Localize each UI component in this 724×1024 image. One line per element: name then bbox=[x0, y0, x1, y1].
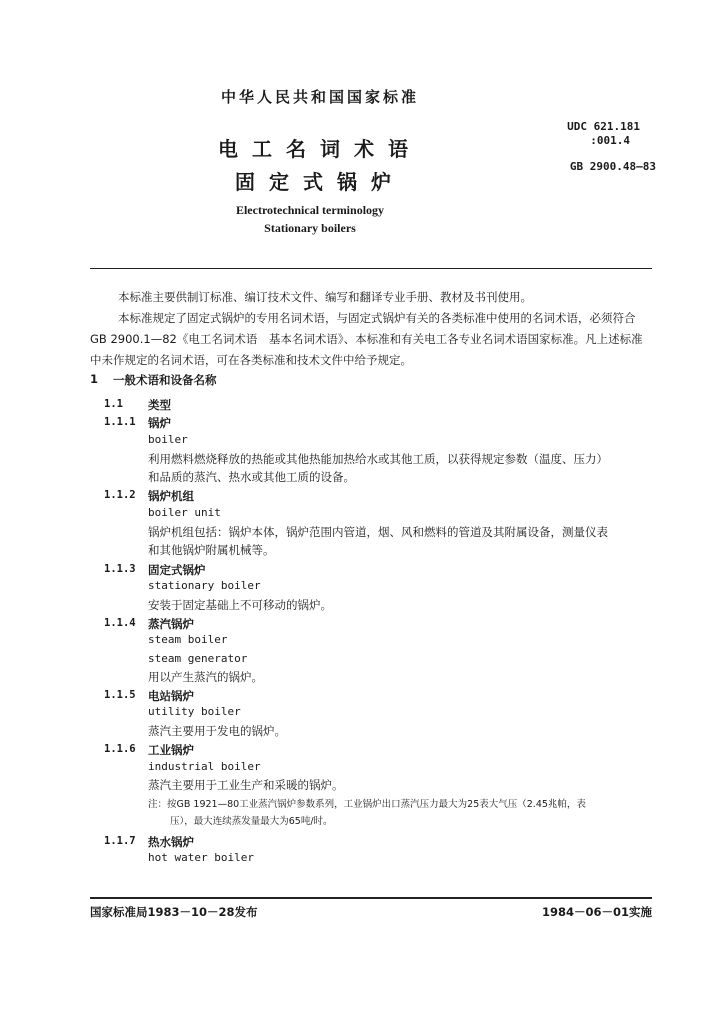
title-cn-line2: 固定式锅炉 bbox=[235, 170, 405, 194]
term-cn: 蒸汽锅炉 bbox=[148, 617, 194, 631]
term-number: 1.1.3 bbox=[104, 563, 136, 575]
term-en: hot water boiler bbox=[148, 851, 254, 864]
term-cn: 锅炉 bbox=[148, 416, 171, 430]
term-definition: 安装于固定基础上不可移动的锅炉。 bbox=[148, 598, 332, 612]
term-definition: 蒸汽主要用于发电的锅炉。 bbox=[148, 724, 286, 738]
udc-code-line2: :001.4 bbox=[590, 134, 630, 147]
note-line-1: 注：按GB 1921—80工业蒸汽锅炉参数系列，工业锅炉出口蒸汽压力最大为25表大气压（2.45兆帕，表 bbox=[148, 799, 586, 810]
term-cn: 固定式锅炉 bbox=[148, 563, 206, 577]
term-definition: 用以产生蒸汽的锅炉。 bbox=[148, 670, 263, 684]
term-cn: 锅炉机组 bbox=[148, 489, 194, 503]
issue-date: 国家标准局1983－10－28发布 bbox=[90, 905, 258, 919]
title-cn-line1: 电工名词术语 bbox=[218, 137, 422, 161]
term-definition: 和其他锅炉附属机械等。 bbox=[148, 543, 275, 557]
term-number: 1.1.4 bbox=[104, 617, 136, 629]
section-1-1-number: 1.1 bbox=[104, 398, 123, 410]
section-1-number: 1 bbox=[90, 372, 99, 386]
term-en: steam boiler bbox=[148, 633, 228, 646]
effective-date: 1984－06－01实施 bbox=[541, 905, 652, 919]
intro-paragraph-1: 本标准主要供制订标准、编订技术文件、编写和翻译专业手册、教材及书刊使用。 bbox=[118, 290, 532, 304]
term-number: 1.1.6 bbox=[104, 743, 136, 755]
national-standard-heading: 中华人民共和国国家标准 bbox=[220, 88, 419, 106]
term-cn: 工业锅炉 bbox=[148, 743, 194, 757]
term-cn: 热水锅炉 bbox=[148, 835, 194, 849]
term-cn: 电站锅炉 bbox=[148, 689, 194, 703]
section-1-title: 一般术语和设备名称 bbox=[113, 373, 217, 387]
term-en: utility boiler bbox=[148, 705, 241, 718]
term-definition: 蒸汽主要用于工业生产和采暖的锅炉。 bbox=[148, 778, 344, 792]
note-line-2: 压），最大连续蒸发量最大为65吨/时。 bbox=[170, 816, 333, 827]
term-definition: 和品质的蒸汽、热水或其他工质的设备。 bbox=[148, 470, 355, 484]
term-en: industrial boiler bbox=[148, 760, 261, 773]
header-divider bbox=[90, 268, 652, 269]
term-en: boiler bbox=[148, 433, 188, 446]
udc-code-line1: UDC 621.181 bbox=[567, 120, 640, 133]
term-number: 1.1.7 bbox=[104, 835, 136, 847]
term-en: boiler unit bbox=[148, 506, 221, 519]
title-en-line1: Electrotechnical terminology bbox=[235, 203, 385, 217]
gb-number: GB 2900.48—83 bbox=[569, 160, 656, 173]
term-number: 1.1.1 bbox=[104, 416, 136, 428]
title-en-line2: Stationary boilers bbox=[264, 221, 356, 235]
term-number: 1.1.5 bbox=[104, 689, 136, 701]
term-en: steam generator bbox=[148, 652, 248, 665]
footer-divider bbox=[90, 897, 652, 899]
term-number: 1.1.2 bbox=[104, 489, 136, 501]
intro-paragraph-2: 本标准规定了固定式锅炉的专用名词术语，与固定式锅炉有关的各类标准中使用的名词术语，必须符合GB 2900.1—82《电工名词术语 基本名词术语》、本标准和有关电工各专业名词术语国家标准。凡上述标准中未作规定的名词术语，可在各类标准和技术文件中给予规定。 bbox=[90, 311, 643, 367]
term-definition: 锅炉机组包括：锅炉本体，锅炉范围内管道，烟、风和燃料的管道及其附属设备，测量仪表 bbox=[148, 525, 608, 539]
term-en: stationary boiler bbox=[148, 579, 261, 592]
section-1-1-title: 类型 bbox=[148, 398, 171, 412]
term-definition: 利用燃料燃烧释放的热能或其他热能加热给水或其他工质，以获得规定参数（温度、压力） bbox=[148, 452, 608, 466]
